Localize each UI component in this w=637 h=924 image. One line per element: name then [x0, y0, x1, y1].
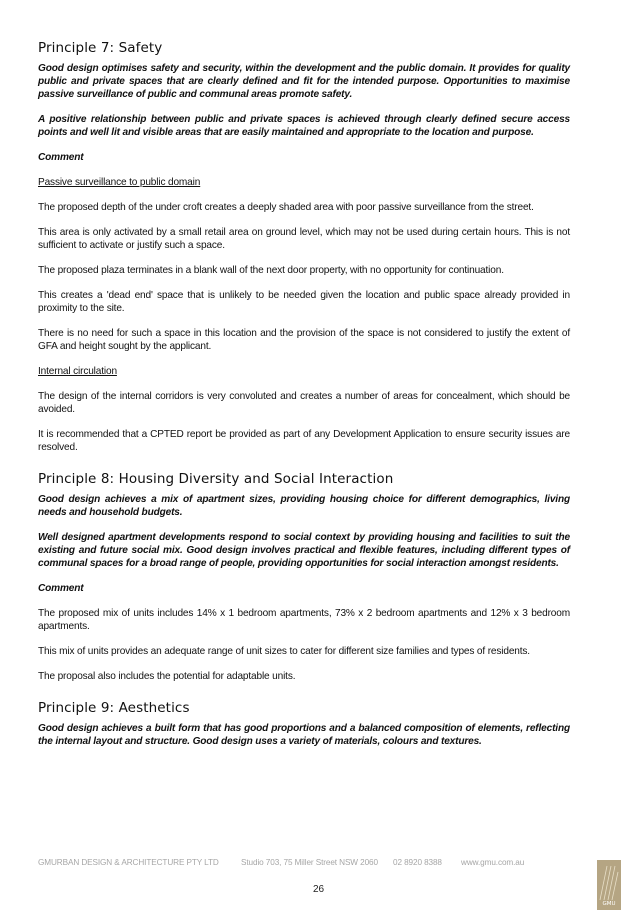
principle-7-para-7: It is recommended that a CPTED report be provided as part of any Development Application to ensure security issues are resolved. [38, 429, 570, 453]
page-number: 26 [312, 884, 325, 895]
principle-7-para-6: The design of the internal corridors is very convoluted and creates a number of areas for concealment, which should be avoided. [38, 391, 570, 415]
footer-phone: 02 8920 8388 [393, 858, 442, 867]
principle-7-para-2: This area is only activated by a small retail area on ground level, which may not be used during certain hours. This is not sufficient to activate or justify such a space. [38, 227, 570, 251]
footer-website-link[interactable]: www.gmu.com.au [461, 858, 525, 867]
principle-8-intro-1: Good design achieves a mix of apartment sizes, providing housing choice for different demographics, living needs and household budgets. [38, 494, 570, 518]
principle-7-para-5: There is no need for such a space in this location and the provision of the space is not considered to justify the extent of GFA and height sought by the applicant. [38, 328, 570, 352]
principle-8-para-3: The proposal also includes the potential for adaptable units. [38, 671, 296, 682]
principle-7-intro-1: Good design optimises safety and security, within the development and the public domain. It provides for quality public and private spaces that are clearly defined and fit for the intended purpose. Opportunities to maximise passive surveillance of public and communal areas promote safety. [38, 63, 570, 100]
principle-8-heading: Principle 8: Housing Diversity and Social Interaction [38, 471, 394, 487]
internal-circulation-subheading: Internal circulation [38, 366, 117, 377]
footer-address: Studio 703, 75 Miller Street NSW 2060 [241, 858, 378, 867]
gmu-logo [597, 860, 621, 910]
passive-surveillance-subheading: Passive surveillance to public domain [38, 177, 201, 188]
principle-7-para-4: This creates a 'dead end' space that is unlikely to be needed given the location and public space already provided in proximity to the site. [38, 290, 570, 314]
principle-7-intro-2: A positive relationship between public and private spaces is achieved through clearly defined secure access points and well lit and visible areas that are easily maintained and appropriate to the location and purpose. [38, 114, 570, 138]
principle-8-comment-label: Comment [38, 583, 84, 594]
principle-8-para-2: This mix of units provides an adequate range of unit sizes to cater for different size families and types of residents. [38, 646, 530, 657]
principle-7-comment-label: Comment [38, 152, 84, 163]
principle-7-para-3: The proposed plaza terminates in a blank wall of the next door property, with no opportunity for continuation. [38, 265, 504, 276]
gmu-logo-text: GMU [602, 901, 616, 907]
principle-9-intro-1: Good design achieves a built form that has good proportions and a balanced composition of elements, reflecting the internal layout and structure. Good design uses a variety of materials, colours and textures. [38, 723, 570, 747]
document-body [38, 40, 570, 748]
principle-7-heading: Principle 7: Safety [38, 40, 163, 56]
principle-9-heading: Principle 9: Aesthetics [38, 700, 190, 716]
footer-company: GMURBAN DESIGN & ARCHITECTURE PTY LTD [38, 858, 219, 867]
principle-7-para-1: The proposed depth of the under croft creates a deeply shaded area with poor passive surveillance from the street. [38, 202, 534, 213]
principle-8-para-1: The proposed mix of units includes 14% x 1 bedroom apartments, 73% x 2 bedroom apartments and 12% x 3 bedroom apartments. [38, 608, 570, 632]
principle-8-intro-2: Well designed apartment developments respond to social context by providing housing and facilities to suit the existing and future social mix. Good design involves practical and flexible features, including different types of communal spaces for a broad range of people, providing opportunities for social interaction amongst residents. [38, 532, 570, 569]
